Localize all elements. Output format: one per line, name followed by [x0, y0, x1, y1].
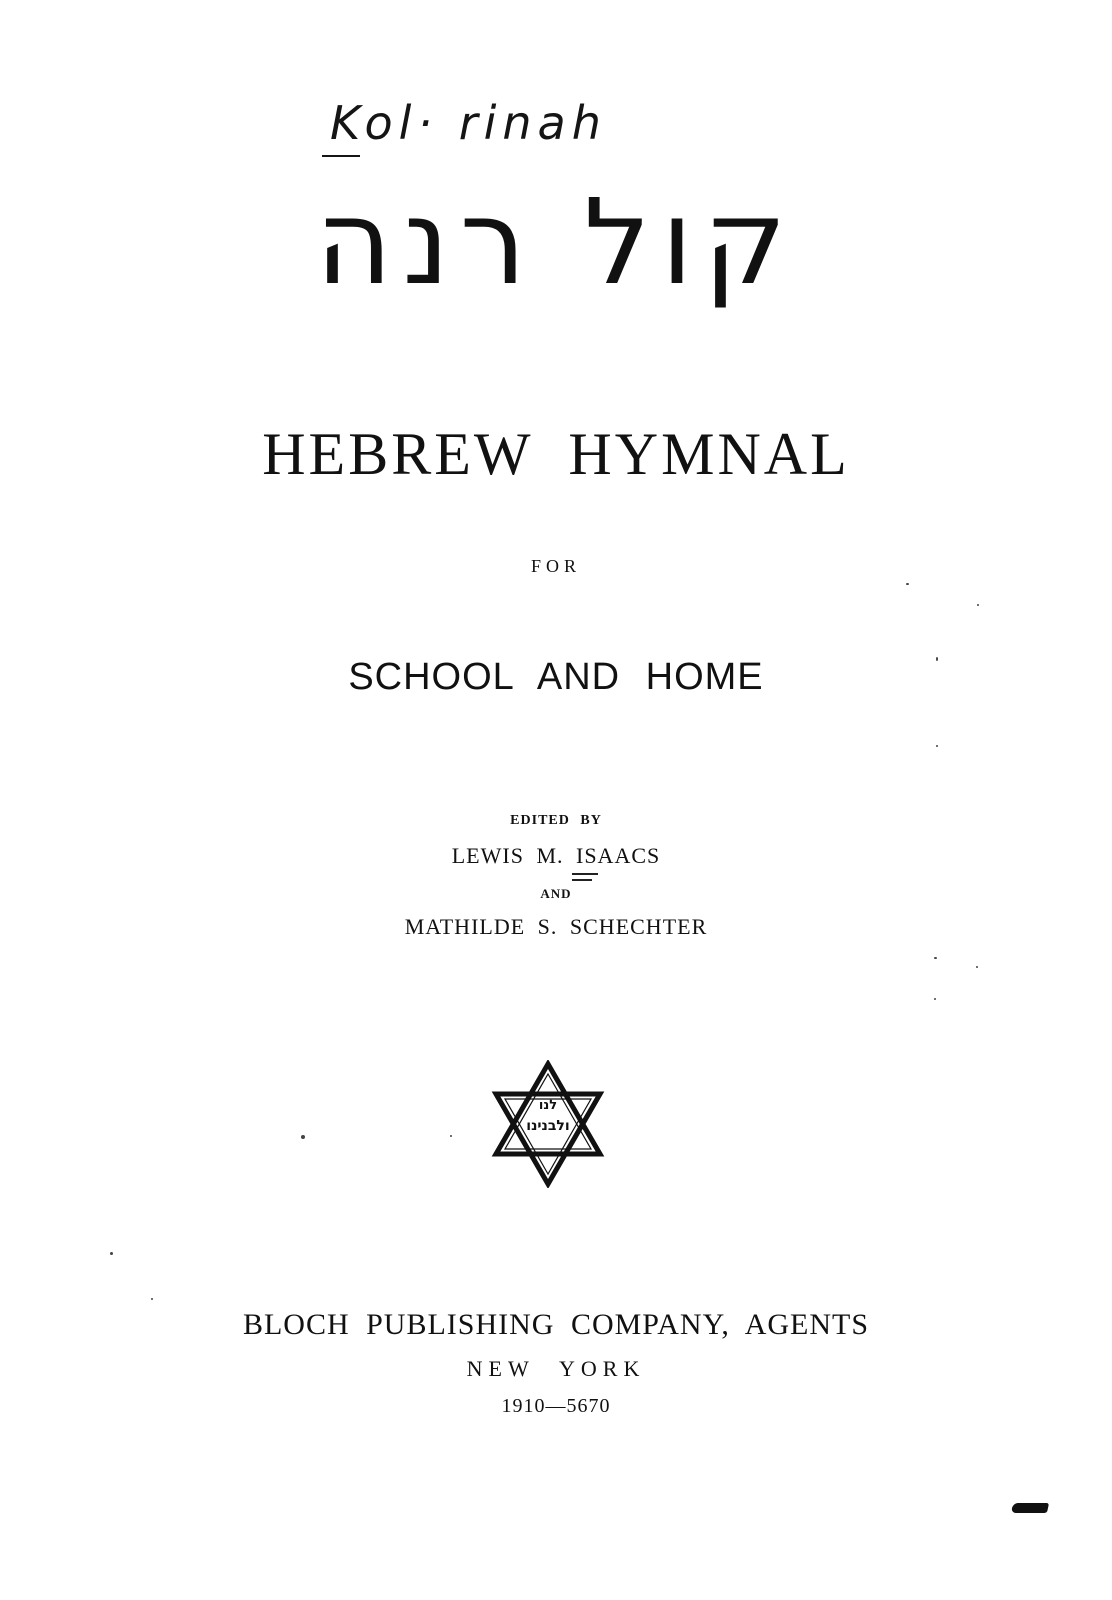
and-label: AND	[540, 886, 572, 901]
scan-ink-mark	[1011, 1503, 1049, 1513]
for-label: FOR	[530, 556, 581, 576]
scan-speck	[936, 657, 938, 661]
pencil-mark	[572, 879, 592, 881]
scan-speck	[151, 1298, 153, 1300]
edited-by-label: EDITED BY	[510, 813, 602, 828]
book-title: HEBREW HYMNAL	[262, 421, 850, 487]
book-subtitle: SCHOOL AND HOME	[348, 656, 764, 698]
scan-speck	[934, 998, 936, 1000]
publication-dates: 1910—5670	[501, 1395, 611, 1417]
scan-speck	[906, 583, 909, 585]
publisher-name: BLOCH PUBLISHING COMPANY, AGENTS	[242, 1308, 870, 1341]
scan-speck	[976, 966, 978, 968]
emblem-text-line-2: ולבנינו	[526, 1118, 570, 1134]
publisher-city: NEW YORK	[466, 1356, 646, 1381]
handwritten-underline	[322, 155, 360, 157]
hebrew-title: קול רנה	[315, 173, 797, 311]
scan-speck	[977, 604, 979, 606]
handwritten-annotation: Kol· rinah	[330, 96, 607, 150]
scan-speck	[110, 1252, 113, 1255]
pencil-mark	[572, 873, 598, 875]
emblem-text-line-1: לנו	[538, 1098, 558, 1113]
editor-name-2: MATHILDE S. SCHECHTER	[404, 914, 708, 939]
scan-speck	[936, 745, 938, 747]
scan-speck	[301, 1135, 305, 1139]
publisher-emblem	[490, 1060, 606, 1188]
scan-speck	[450, 1135, 452, 1137]
scan-speck	[934, 957, 937, 959]
editor-name-1: LEWIS M. ISAACS	[451, 843, 661, 868]
